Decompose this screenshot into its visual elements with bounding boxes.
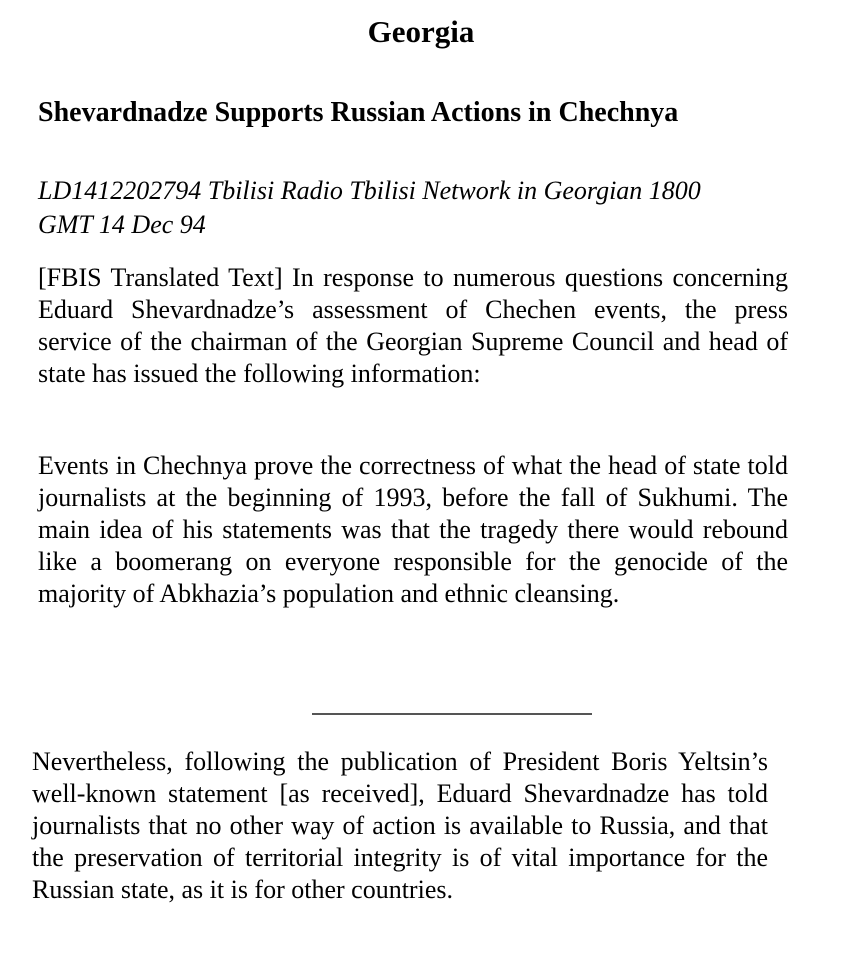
section-title: Georgia — [367, 14, 475, 49]
section-divider — [312, 713, 592, 715]
article-paragraph-1: [FBIS Translated Text] In response to numerous questions concerning Eduard Shevardnadze’s assessment of Chechen events, the press service of the chairman of the Georgian Supreme Council and head of state has issued the following information: — [38, 263, 788, 388]
article-headline: Shevardnadze Supports Russian Actions in Chechnya — [38, 97, 679, 128]
article-dateline: LD1412202794 Tbilisi Radio Tbilisi Network in Georgian 1800 GMT 14 Dec 94 — [38, 176, 701, 239]
article-paragraph-2: Events in Chechnya prove the correctness of what the head of state told journalists at the beginning of 1993, before the fall of Sukhumi. The main idea of his statements was that the tragedy there would rebound like a boomerang on everyone responsible for the genocide of the majority of Abkhazia’s population and ethnic cleansing. — [38, 451, 788, 608]
article-paragraph-3: Nevertheless, following the publication of President Boris Yeltsin’s well-known statement [as received], Eduard Shevardnadze has told journalists that no other way of action is available to Russia, and that the preservation of territorial integrity is of vital importance for the Russian state, as it is for other countries. — [32, 747, 768, 904]
